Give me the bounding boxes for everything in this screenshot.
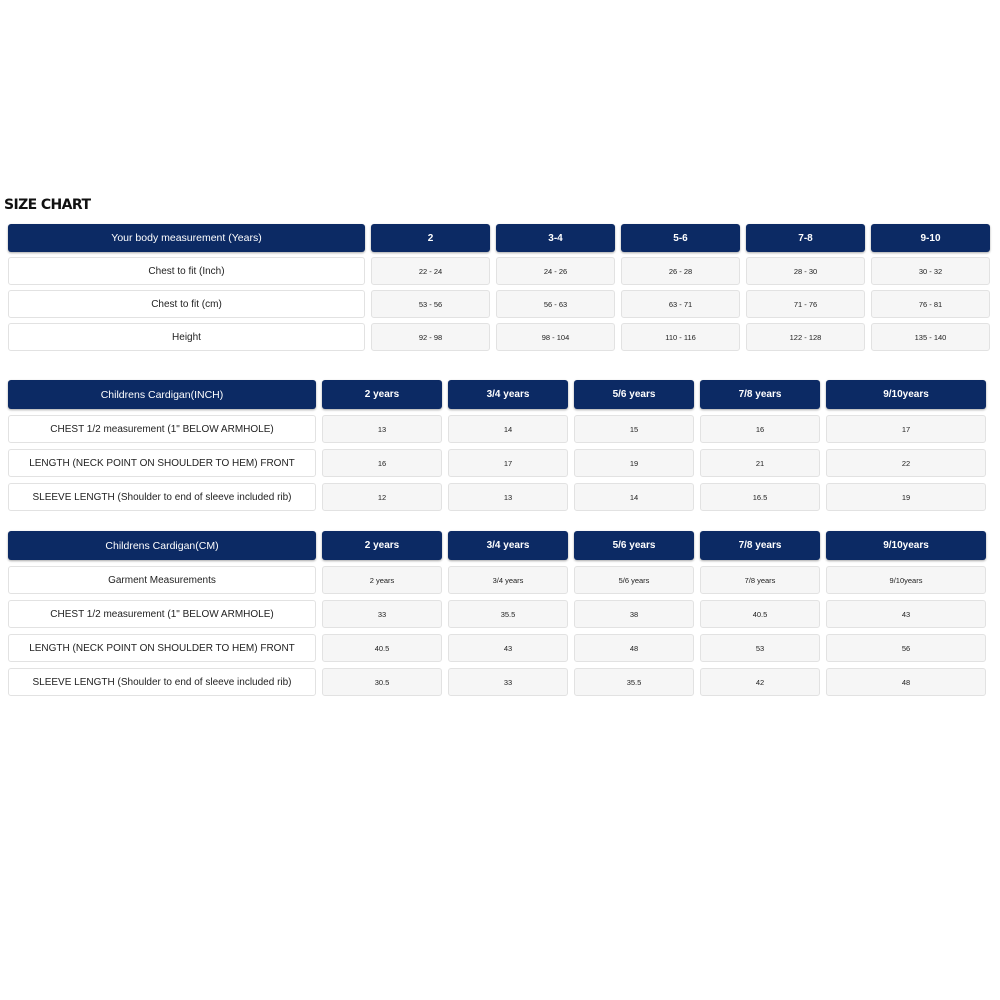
value-cell: 5/6 years [574,566,694,594]
header-size-col: 2 years [322,380,442,409]
value-cell: 110 - 116 [621,323,740,351]
row-label: CHEST 1/2 measurement (1" BELOW ARMHOLE) [8,415,316,443]
table-row [8,668,986,696]
value-cell: 26 - 28 [621,257,740,285]
value-cell: 48 [574,634,694,662]
value-cell: 22 - 24 [371,257,490,285]
value-cell: 19 [574,449,694,477]
value-cell: 40.5 [322,634,442,662]
value-cell: 28 - 30 [746,257,865,285]
size-chart-title: SIZE CHART [4,197,91,213]
cardigan-cm-table [8,531,986,696]
value-cell: 135 - 140 [871,323,990,351]
header-label: Childrens Cardigan(INCH) [8,380,316,409]
header-size-col: 7/8 years [700,380,820,409]
value-cell: 71 - 76 [746,290,865,318]
table-header-row [8,531,986,560]
value-cell: 63 - 71 [621,290,740,318]
value-cell: 35.5 [448,600,568,628]
value-cell: 35.5 [574,668,694,696]
value-cell: 56 - 63 [496,290,615,318]
value-cell: 48 [826,668,986,696]
value-cell: 76 - 81 [871,290,990,318]
table-row [8,600,986,628]
value-cell: 7/8 years [700,566,820,594]
table-row [8,290,990,318]
cardigan-inch-table [8,380,986,511]
value-cell: 16 [700,415,820,443]
row-label: Height [8,323,365,351]
table-header-row [8,224,990,252]
row-label: SLEEVE LENGTH (Shoulder to end of sleeve included rib) [8,668,316,696]
value-cell: 40.5 [700,600,820,628]
value-cell: 19 [826,483,986,511]
header-size-col: 7/8 years [700,531,820,560]
value-cell: 53 - 56 [371,290,490,318]
value-cell: 3/4 years [448,566,568,594]
value-cell: 43 [448,634,568,662]
value-cell: 12 [322,483,442,511]
header-size-col: 5/6 years [574,380,694,409]
value-cell: 14 [448,415,568,443]
value-cell: 42 [700,668,820,696]
value-cell: 17 [448,449,568,477]
value-cell: 9/10years [826,566,986,594]
row-label: LENGTH (NECK POINT ON SHOULDER TO HEM) FRONT [8,634,316,662]
header-size-col: 3/4 years [448,380,568,409]
value-cell: 43 [826,600,986,628]
value-cell: 16 [322,449,442,477]
table-row [8,415,986,443]
header-size-col: 3-4 [496,224,615,252]
value-cell: 13 [448,483,568,511]
value-cell: 30.5 [322,668,442,696]
value-cell: 22 [826,449,986,477]
value-cell: 30 - 32 [871,257,990,285]
table-row [8,257,990,285]
value-cell: 122 - 128 [746,323,865,351]
row-label: Chest to fit (cm) [8,290,365,318]
value-cell: 14 [574,483,694,511]
value-cell: 56 [826,634,986,662]
header-size-col: 2 [371,224,490,252]
table-row [8,566,986,594]
header-size-col: 9-10 [871,224,990,252]
value-cell: 98 - 104 [496,323,615,351]
row-label: Garment Measurements [8,566,316,594]
table-row [8,323,990,351]
value-cell: 33 [448,668,568,696]
body-measurement-table [8,224,990,351]
header-size-col: 3/4 years [448,531,568,560]
header-size-col: 7-8 [746,224,865,252]
value-cell: 2 years [322,566,442,594]
header-size-col: 9/10years [826,531,986,560]
header-size-col: 2 years [322,531,442,560]
row-label: SLEEVE LENGTH (Shoulder to end of sleeve included rib) [8,483,316,511]
value-cell: 33 [322,600,442,628]
row-label: LENGTH (NECK POINT ON SHOULDER TO HEM) FRONT [8,449,316,477]
value-cell: 16.5 [700,483,820,511]
header-size-col: 5/6 years [574,531,694,560]
value-cell: 92 - 98 [371,323,490,351]
value-cell: 24 - 26 [496,257,615,285]
header-label: Childrens Cardigan(CM) [8,531,316,560]
row-label: CHEST 1/2 measurement (1" BELOW ARMHOLE) [8,600,316,628]
table-row [8,449,986,477]
value-cell: 13 [322,415,442,443]
value-cell: 53 [700,634,820,662]
value-cell: 21 [700,449,820,477]
value-cell: 15 [574,415,694,443]
header-label: Your body measurement (Years) [8,224,365,252]
table-row [8,634,986,662]
table-row [8,483,986,511]
value-cell: 17 [826,415,986,443]
table-header-row [8,380,986,409]
row-label: Chest to fit (Inch) [8,257,365,285]
value-cell: 38 [574,600,694,628]
header-size-col: 5-6 [621,224,740,252]
header-size-col: 9/10years [826,380,986,409]
